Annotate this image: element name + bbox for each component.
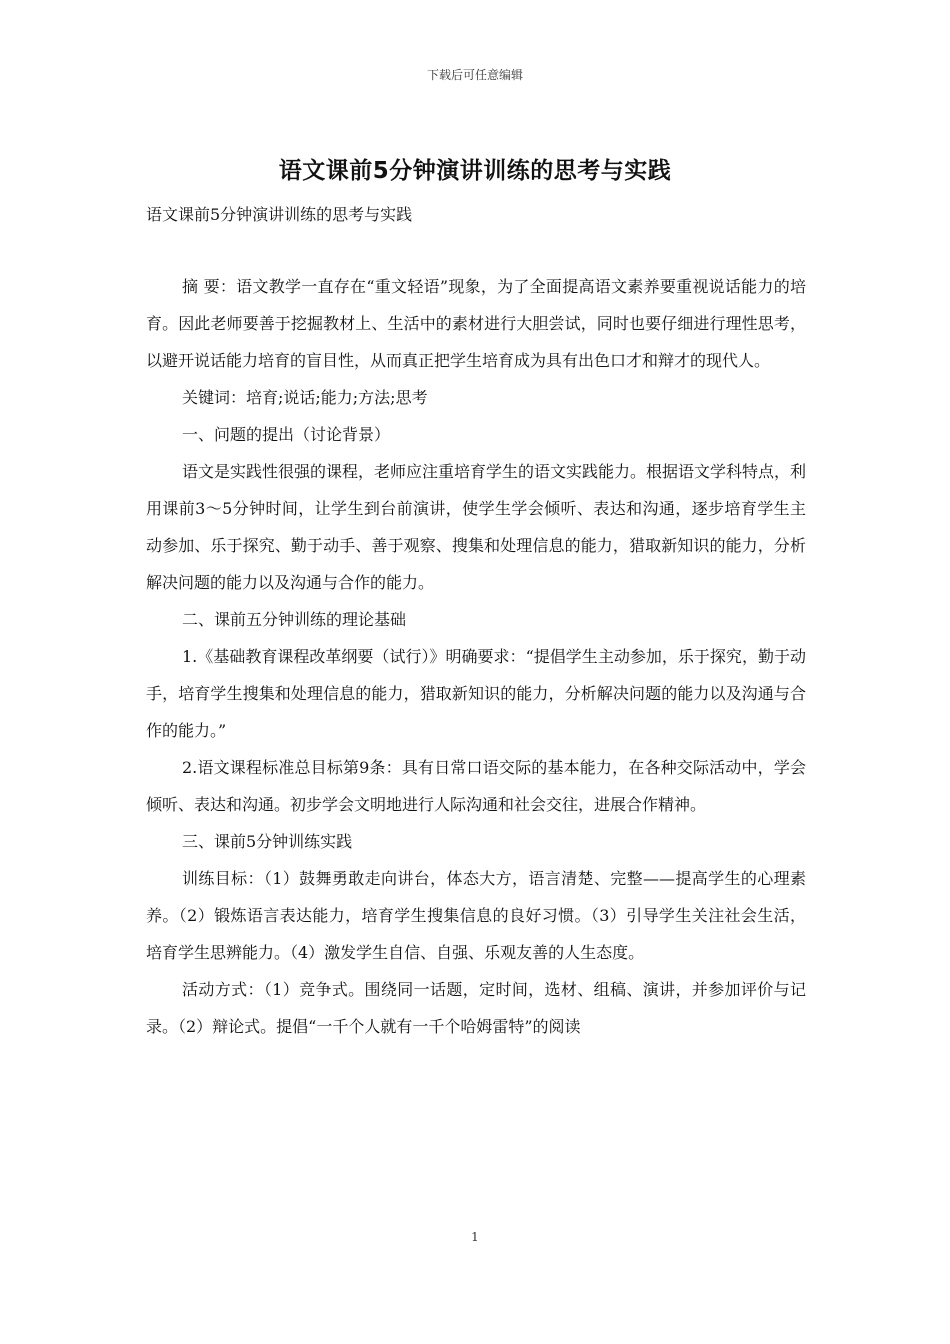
section-heading-2: 二、课前五分钟训练的理论基础: [182, 610, 407, 629]
section-heading-3: 三、课前5分钟训练实践: [182, 832, 353, 851]
page-number: 1: [471, 1230, 479, 1244]
body-paragraph: 活动方式：（1）竞争式。围绕同一话题，定时间，选材、组稿、演讲，并参加评价与记录。（2）辩论式。提倡“一千个人就有一千个哈姆雷特”的阅读: [146, 980, 806, 1036]
document-title: 语文课前5分钟演讲训练的思考与实践: [278, 158, 672, 184]
section-heading-1: 一、问题的提出（讨论背景）: [182, 425, 391, 444]
body-paragraph: 语文是实践性很强的课程，老师应注重培育学生的语文实践能力。根据语文学科特点，利用课前3～5分钟时间，让学生到台前演讲，使学生学会倾听、表达和沟通，逐步培育学生主动参加、乐于探究、勤于动手、善于观察、搜集和处理信息的能力，猎取新知识的能力，分析解决问题的能力以及沟通与合作的能力。: [146, 462, 807, 592]
page-header-note: 下载后可任意编辑: [426, 68, 523, 82]
document-body: [146, 268, 806, 1045]
keywords-line: 关键词：培育;说话;能力;方法;思考: [182, 388, 428, 407]
body-paragraph: 训练目标：（1）鼓舞勇敢走向讲台，体态大方，语言清楚、完整——提高学生的心理素养。（2）锻炼语言表达能力，培育学生搜集信息的良好习惯。（3）引导学生关注社会生活，培育学生思辨能力。（4）激发学生自信、自强、乐观友善的人生态度。: [146, 869, 806, 962]
body-paragraph: 2.语文课程标准总目标第9条：具有日常口语交际的基本能力，在各种交际活动中，学会倾听、表达和沟通。初步学会文明地进行人际沟通和社会交往，进展合作精神。: [146, 758, 806, 814]
document-subtitle: 语文课前5分钟演讲训练的思考与实践: [146, 205, 413, 224]
body-paragraph: 1.《基础教育课程改革纲要（试行）》明确要求：“提倡学生主动参加，乐于探究，勤于动手，培育学生搜集和处理信息的能力，猎取新知识的能力，分析解决问题的能力以及沟通与合作的能力。”: [146, 647, 806, 740]
abstract-paragraph: 摘 要：语文教学一直存在“重文轻语”现象，为了全面提高语文素养要重视说话能力的培育。因此老师要善于挖掘教材上、生活中的素材进行大胆尝试，同时也要仔细进行理性思考，以避开说话能力培育的盲目性，从而真正把学生培育成为具有出色口才和辩才的现代人。: [146, 277, 806, 370]
